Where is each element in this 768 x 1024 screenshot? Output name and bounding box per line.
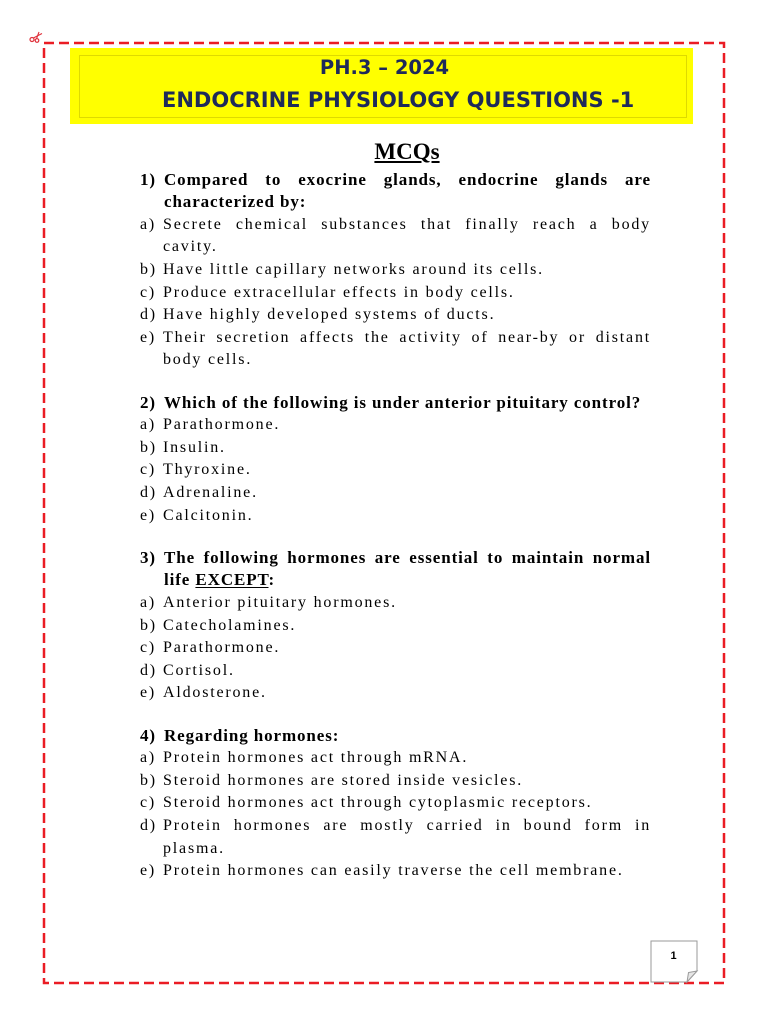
option-letter: e) [140, 506, 157, 524]
questions-list [140, 169, 651, 883]
option-text: Their secretion affects the activity of near-by or distant body cells. [163, 328, 651, 369]
course-code: PH.3 – 2024 [319, 56, 450, 79]
option-letter: c) [140, 794, 157, 812]
question-text [164, 547, 651, 592]
option-text: Produce extracellular effects in body cells. [163, 283, 515, 301]
option-text: Calcitonin. [163, 506, 254, 524]
option-letter: c) [140, 283, 157, 301]
option-text: Parathormone. [163, 416, 281, 434]
question-stem [140, 392, 651, 415]
option-text: Parathormone. [163, 639, 281, 657]
option-text: Have highly developed systems of ducts. [163, 306, 496, 324]
option-letter: a) [140, 416, 157, 434]
page-number: 1 [670, 950, 677, 962]
option-letter: b) [140, 771, 157, 789]
option-letter: b) [140, 261, 157, 279]
question-number: 1) [140, 169, 156, 189]
question-text-suffix: : [268, 570, 276, 590]
question-number: 2) [140, 392, 156, 412]
section-title [163, 138, 651, 166]
option-text: Secrete chemical substances that finally reach a body cavity. [163, 215, 651, 256]
option-c [140, 792, 651, 815]
question-2 [140, 392, 651, 528]
option-text: Protein hormones act through mRNA. [163, 749, 469, 767]
option-letter: b) [140, 438, 157, 456]
section-title-text: MCQs [374, 139, 440, 164]
question-text: Compared to exocrine glands, endocrine glands are characterized by: [164, 169, 651, 212]
option-text: Catecholamines. [163, 616, 297, 634]
option-letter: d) [140, 816, 157, 834]
question-text: Which of the following is under anterior pituitary control? [164, 392, 642, 412]
option-letter: e) [140, 328, 157, 346]
option-c [140, 637, 651, 660]
except-emphasis: EXCEPT [195, 570, 269, 590]
option-b [140, 259, 651, 282]
option-letter: c) [140, 639, 157, 657]
option-b [140, 770, 651, 793]
option-letter: d) [140, 484, 157, 501]
question-stem [140, 169, 651, 214]
option-text: Protein hormones can easily traverse the cell membrane. [163, 862, 624, 880]
option-c [140, 282, 651, 305]
scissors-icon [29, 31, 43, 43]
option-a [140, 214, 651, 259]
option-b [140, 437, 651, 460]
option-d [140, 482, 651, 505]
option-letter: d) [140, 661, 157, 679]
option-text: Insulin. [163, 438, 226, 456]
option-e [140, 327, 651, 372]
option-letter: e) [140, 862, 157, 880]
option-d [140, 660, 651, 683]
title-banner [70, 48, 693, 124]
option-d [140, 815, 651, 860]
option-text: Steroid hormones act through cytoplasmic receptors. [163, 794, 593, 812]
question-text-main: The following hormones are essential to maintain normal life [164, 547, 651, 590]
question-1 [140, 169, 651, 372]
question-text: Regarding hormones: [164, 725, 340, 745]
option-text: Adrenaline. [163, 484, 258, 501]
option-letter: d) [140, 306, 157, 324]
question-4 [140, 725, 651, 883]
option-text: Thyroxine. [163, 461, 252, 479]
option-text: Steroid hormones are stored inside vesicles. [163, 771, 524, 789]
option-text: Have little capillary networks around its cells. [163, 261, 544, 279]
question-stem [140, 725, 651, 748]
question-number: 4) [140, 725, 156, 745]
option-e [140, 682, 651, 705]
option-letter: b) [140, 616, 157, 634]
option-letter: a) [140, 593, 157, 611]
question-number: 3) [140, 547, 156, 567]
option-text: Cortisol. [163, 661, 235, 679]
option-letter: a) [140, 215, 157, 233]
question-stem [140, 547, 651, 592]
option-d [140, 304, 651, 327]
option-text: Aldosterone. [163, 684, 267, 702]
option-letter: c) [140, 461, 157, 479]
question-3 [140, 547, 651, 705]
option-a [140, 747, 651, 770]
option-c [140, 459, 651, 482]
option-text: Protein hormones are mostly carried in bound form in plasma. [163, 816, 651, 857]
option-b [140, 615, 651, 638]
option-letter: e) [140, 684, 157, 702]
option-letter: a) [140, 749, 157, 767]
option-a [140, 414, 651, 437]
document-title: ENDOCRINE PHYSIOLOGY QUESTIONS -1 [162, 88, 635, 112]
option-a [140, 592, 651, 615]
option-e [140, 860, 651, 883]
option-text: Anterior pituitary hormones. [163, 593, 397, 611]
option-e [140, 505, 651, 528]
